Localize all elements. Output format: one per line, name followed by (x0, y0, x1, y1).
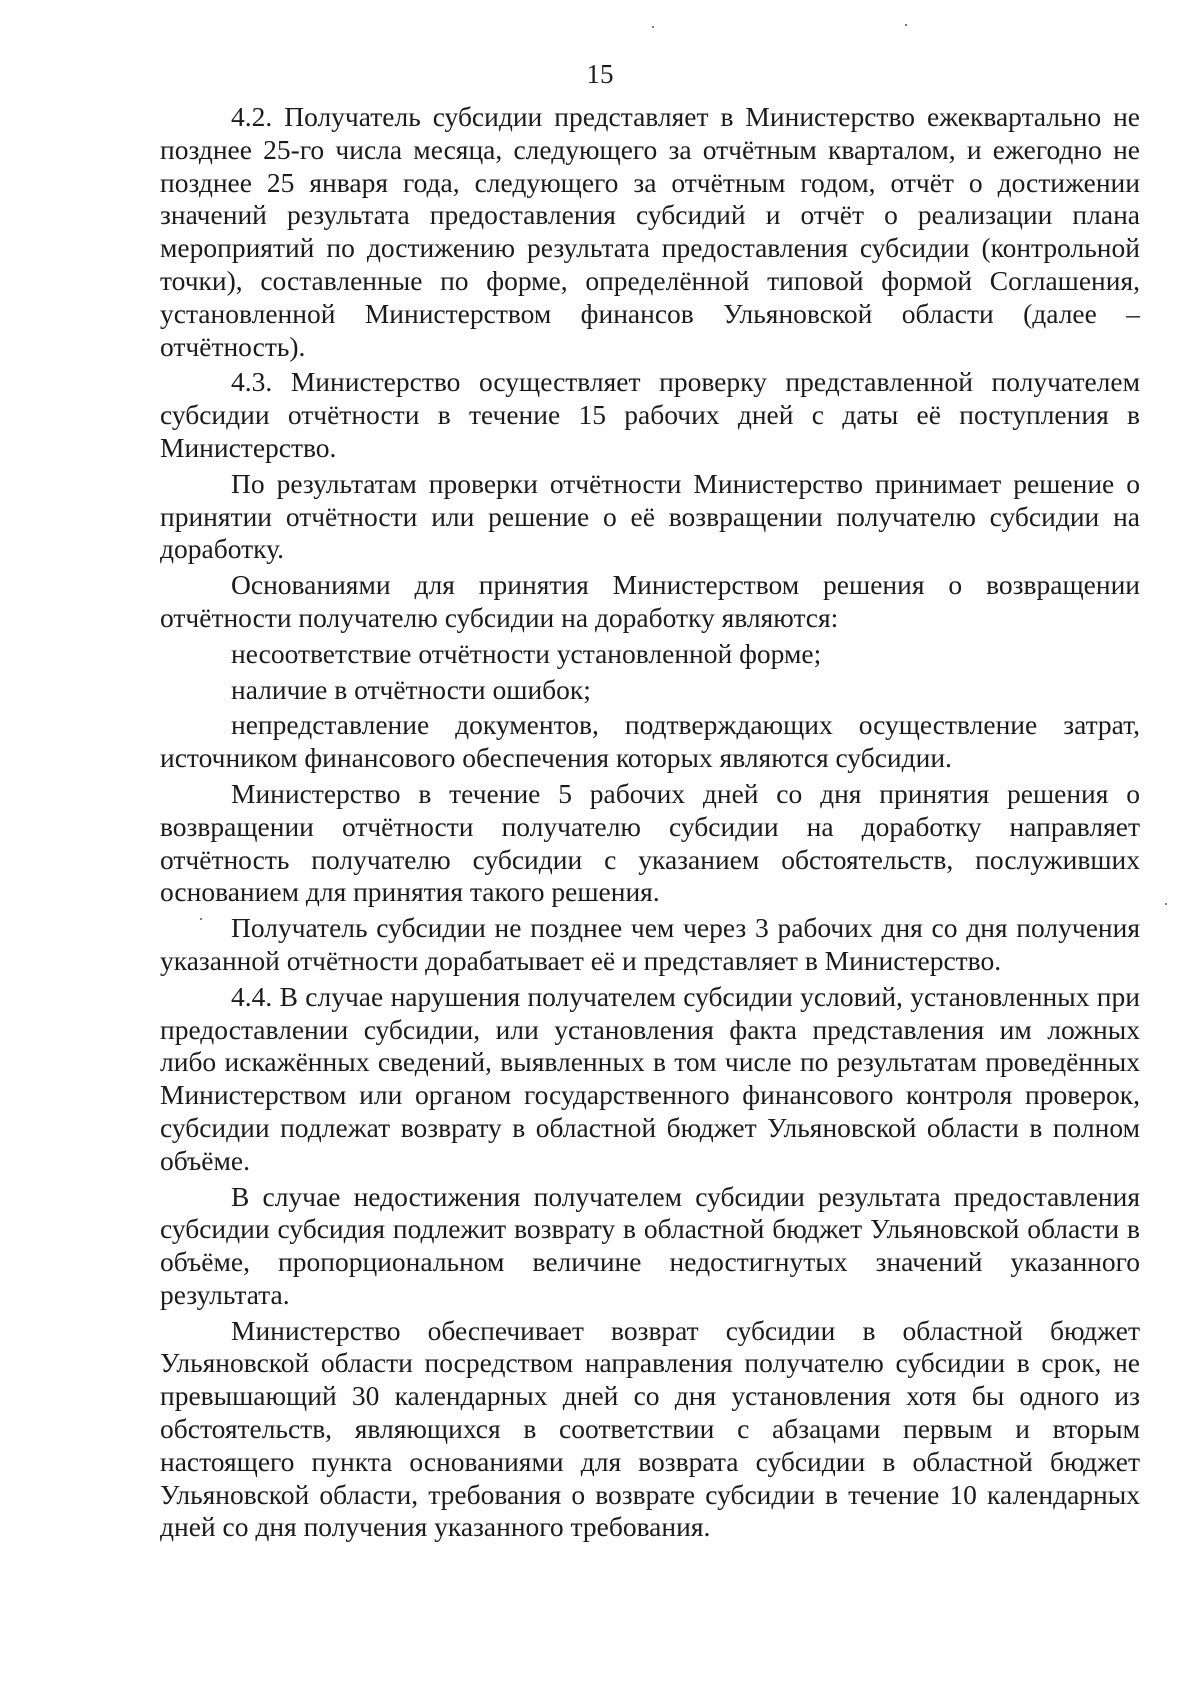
paragraph-4-3: 4.3. Министерство осуществляет проверку представленной получателем субсидии отчётности в течение 15 рабочих дней с даты её поступления в Министерство. (160, 366, 1140, 463)
page-number: 15 (586, 59, 614, 89)
list-item-errors: наличие в отчётности ошибок; (231, 673, 591, 705)
list-item-form-mismatch: несоответствие отчётности установленной форме; (231, 637, 822, 669)
paragraph-4-2: 4.2. Получатель субсидии представляет в Министерство ежеквартально не позднее 25-го числа месяца, следующего за отчётным кварталом, и ежегодно не позднее 25 января года, следующего за отчётным годом, отчёт о достижении значений результата предоставления субсидий и отчёт о реализации плана мероприятий по достижению результата предоставления субсидии (контрольной точки), составленные по форме, определённой типовой формой Соглашения, установленной Министерством финансов Ульяновской области (далее – отчётность). (160, 101, 1140, 362)
list-item-missing-documents: непредставление документов, подтверждающих осуществление затрат, источником финансового обеспечения которых являются субсидии. (160, 709, 1140, 774)
paragraph-return-grounds: Основаниями для принятия Министерством решения о возвращении отчётности получателю субсидии на доработку являются: (160, 569, 1140, 633)
scan-speck (905, 24, 907, 26)
scan-speck (1165, 903, 1167, 905)
scan-speck (652, 26, 654, 28)
paragraph-check-results: По результатам проверки отчётности Министерство принимает решение о принятии отчётности или решение о её возвращении получателю субсидии на доработку. (160, 467, 1140, 565)
paragraph-resubmission: Получатель субсидии не позднее чем через 3 рабочих дня со дня получения указанной отчётности дорабатывает её и представляет в Министерство. (160, 912, 1140, 976)
scan-speck (200, 918, 202, 920)
paragraph-refund-demand: Министерство обеспечивает возврат субсидии в областной бюджет Ульяновской области посредством направления получателю субсидии в срок, не превышающий 30 календарных дней со дня установления хотя бы одного из обстоятельств, являющихся в соответствии с абзацами первым и вторым настоящего пункта основаниями для возврата субсидии в областной бюджет Ульяновской области, требования о возврате субсидии в течение 10 календарных дней со дня получения указанного требования. (160, 1314, 1140, 1543)
paragraph-return-notice: Министерство в течение 5 рабочих дней со дня принятия решения о возвращении отчётности получателю субсидии на доработку направляет отчётность получателю субсидии с указанием обстоятельств, послуживших основанием для принятия такого решения. (160, 777, 1140, 908)
document-body (160, 101, 1140, 1544)
paragraph-result-shortfall: В случае недостижения получателем субсидии результата предоставления субсидии субсидия подлежит возврату в областной бюджет Ульяновской области в объёме, пропорциональном величине недостигнутых значений указанного результата. (160, 1180, 1140, 1310)
paragraph-4-4: 4.4. В случае нарушения получателем субсидии условий, установленных при предоставлении субсидии, или установления факта представления им ложных либо искажённых сведений, выявленных в том числе по результатам проведённых Министерством или органом государственного финансового контроля проверок, субсидии подлежат возврату в областной бюджет Ульяновской области в полном объёме. (160, 980, 1140, 1176)
